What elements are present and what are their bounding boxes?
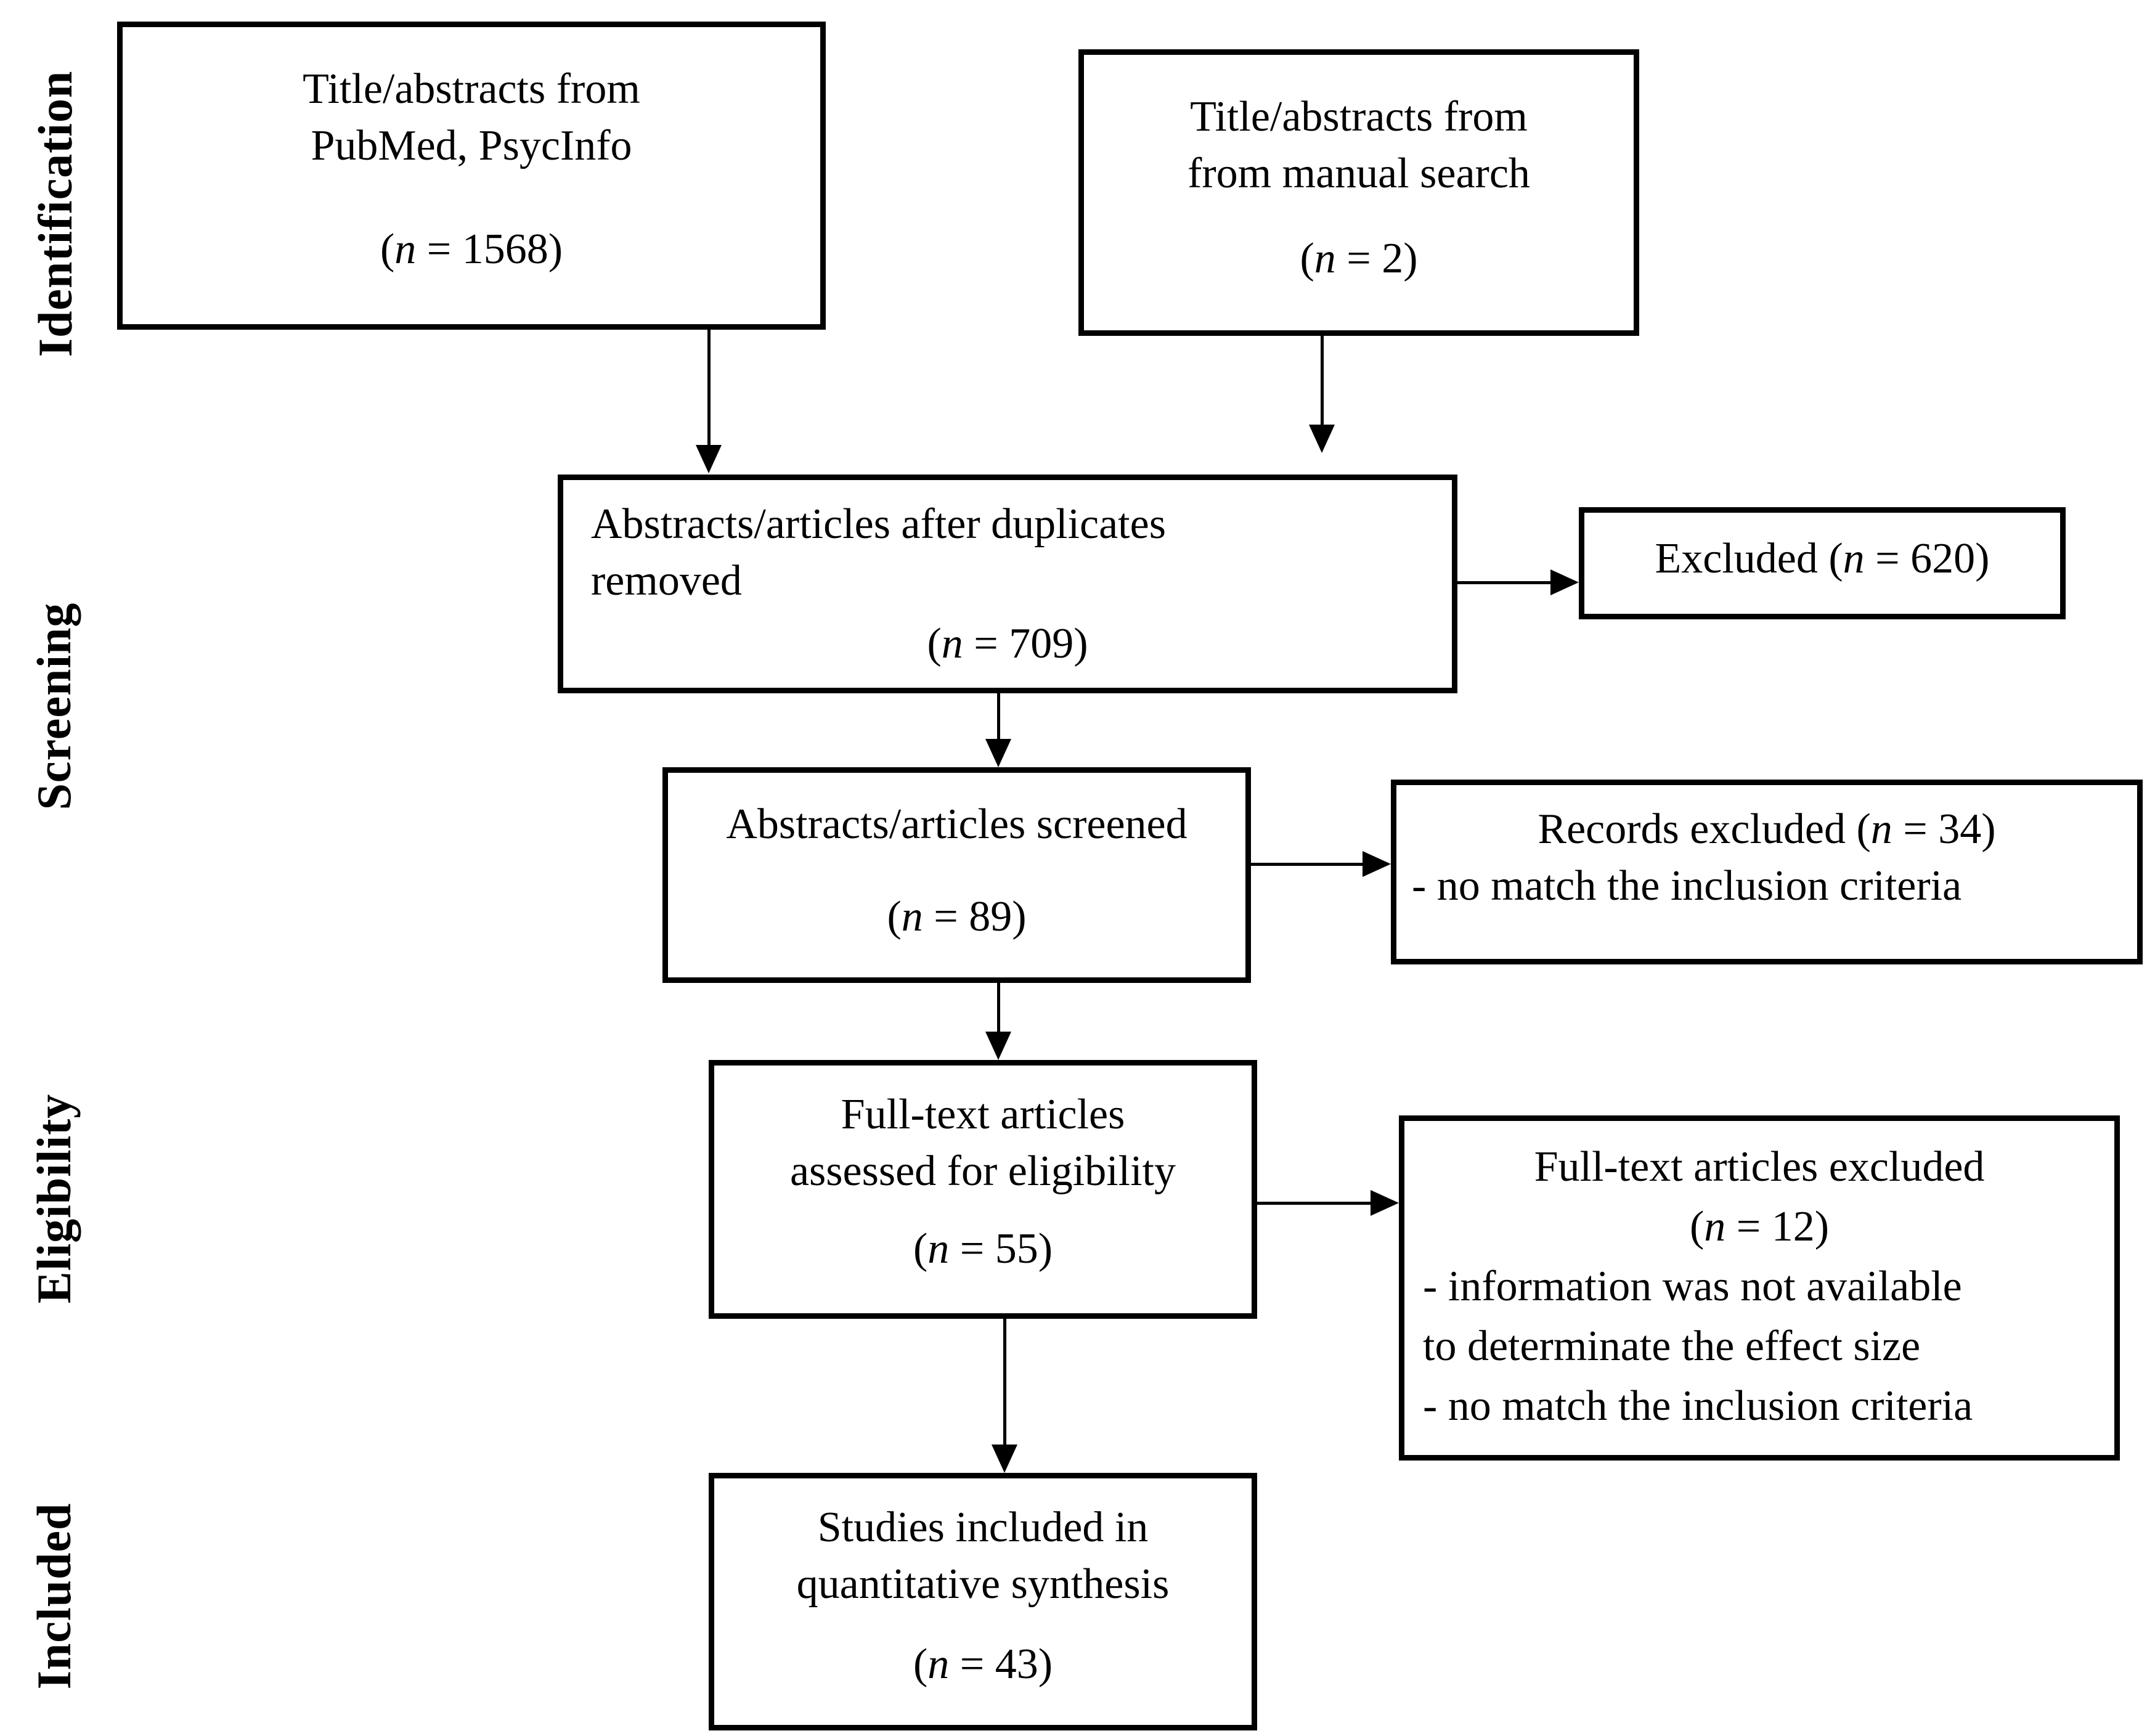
box-titles-abstracts-databases: [117, 22, 826, 330]
box-after-duplicates-removed: [558, 475, 1457, 693]
n-count: (n = 709): [927, 620, 1088, 667]
exclusion-reason: - information was not available: [1423, 1263, 1962, 1310]
n-count: (n = 43): [913, 1640, 1053, 1688]
exclusion-reason: - no match the inclusion criteria: [1423, 1382, 1973, 1430]
box-text: Full-text articles excluded: [1534, 1143, 1985, 1191]
box-records-excluded: [1391, 780, 2143, 964]
exclusion-reason: - no match the inclusion criteria: [1412, 862, 1962, 910]
box-text: Full-text articles assessed for eligibility: [789, 1091, 1176, 1195]
stage-label-included: Included: [27, 1502, 81, 1690]
stage-label-identification: Identification: [28, 70, 82, 357]
n-count: (n = 12): [1689, 1203, 1830, 1250]
exclusion-reason: to determinate the effect size: [1423, 1322, 1921, 1370]
box-abstracts-screened: [662, 767, 1251, 983]
n-count: (n = 1568): [380, 226, 563, 273]
n-count: (n = 55): [913, 1225, 1053, 1273]
box-titles-abstracts-manual: [1078, 49, 1639, 336]
box-text: Title/abstracts from PubMed, PsycInfo: [303, 65, 640, 169]
box-text: Records excluded (n = 34): [1538, 805, 1996, 853]
box-excluded: [1579, 507, 2066, 619]
box-text: Studies included in quantitative synthesis: [796, 1504, 1170, 1608]
stage-label-screening: Screening: [27, 602, 81, 810]
n-count: (n = 89): [887, 893, 1027, 940]
box-text: Abstracts/articles after duplicates removed: [591, 500, 1166, 605]
n-count: (n = 2): [1300, 235, 1418, 282]
box-text: Excluded (n = 620): [1655, 535, 1990, 582]
box-text: Title/abstracts from from manual search: [1187, 93, 1530, 197]
box-fulltext-assessed: [709, 1060, 1257, 1319]
box-fulltext-excluded: [1399, 1115, 2120, 1461]
box-text: Abstracts/articles screened: [726, 801, 1187, 848]
stage-label-eligibility: Eligibility: [27, 1093, 81, 1304]
box-studies-included: [709, 1473, 1257, 1730]
